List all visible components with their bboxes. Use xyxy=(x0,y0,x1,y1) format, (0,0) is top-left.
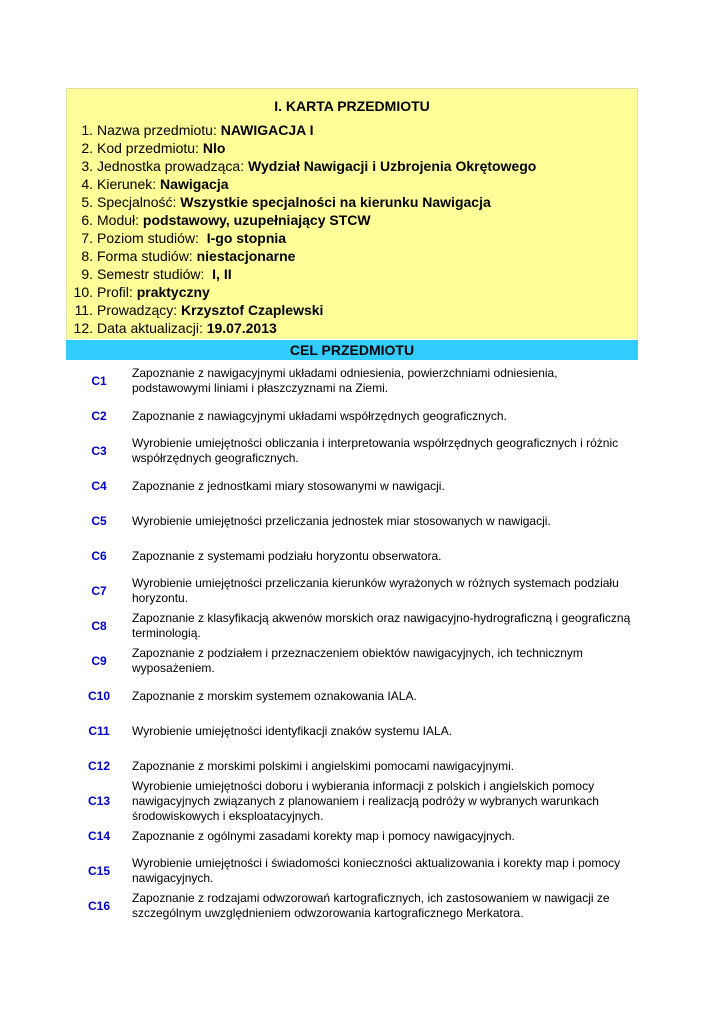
goal-description: Zapoznanie z podziałem i przeznaczeniem obiektów nawigacyjnych, ich technicznym wyposażeniem. xyxy=(132,646,583,675)
goals-table xyxy=(66,363,638,923)
item-value: I, II xyxy=(212,266,232,282)
item-value: Nlo xyxy=(202,140,226,156)
goal-description: Wyrobienie umiejętności i świadomości konieczności aktualizowania i korekty map i pomocy nawigacyjnych. xyxy=(132,856,621,885)
item-number: 1. xyxy=(81,122,93,138)
goal-description: Zapoznanie z rodzajami odwzorowań kartograficznych, ich zastosowaniem w nawigacji ze szczególnym uwzględnieniem odwzorowania kartograficznego Merkatora. xyxy=(132,891,610,920)
goal-description: Zapoznanie z morskim systemem oznakowania IALA. xyxy=(132,688,417,703)
goal-description: Zapoznanie z systemami podziału horyzontu obserwatora. xyxy=(132,548,442,563)
goal-row xyxy=(66,643,638,678)
course-info-item xyxy=(67,175,637,193)
goal-code: C1 xyxy=(91,373,107,388)
course-info-item xyxy=(67,139,637,157)
cel-przedmiotu-header: CEL PRZEDMIOTU xyxy=(66,340,638,360)
item-label: Prowadzący: xyxy=(97,302,182,318)
item-label: Kod przedmiotu: xyxy=(97,140,203,156)
goal-code: C8 xyxy=(91,618,107,633)
item-number: 4. xyxy=(81,176,93,192)
course-info-item xyxy=(67,247,637,265)
item-value: praktyczny xyxy=(136,284,210,300)
goal-row xyxy=(66,608,638,643)
goal-row xyxy=(66,363,638,398)
item-number: 2. xyxy=(81,140,93,156)
goal-row xyxy=(66,853,638,888)
goal-row xyxy=(66,678,638,713)
item-number: 5. xyxy=(81,194,93,210)
goal-code: C7 xyxy=(91,583,107,598)
item-number: 10. xyxy=(73,284,93,300)
goal-description: Zapoznanie z nawigacyjnymi układami odniesienia, powierzchniami odniesienia, podstawowymi liniami i płaszczyznami na Ziemi. xyxy=(132,366,558,395)
goal-row xyxy=(66,538,638,573)
item-value: 19.07.2013 xyxy=(206,320,277,336)
goal-code: C6 xyxy=(91,548,107,563)
item-label: Profil: xyxy=(97,284,137,300)
course-info-item xyxy=(67,157,637,175)
goal-description: Zapoznanie z nawiagcyjnymi układami współrzędnych geograficznych. xyxy=(132,408,507,423)
course-info-item xyxy=(67,265,637,283)
goal-row xyxy=(66,818,638,853)
goal-description: Wyrobienie umiejętności przeliczania kierunków wyrażonych w różnych systemach podziału horyzontu. xyxy=(132,576,619,605)
card-title: I. KARTA PRZEDMIOTU xyxy=(274,98,430,114)
course-info-item xyxy=(67,283,637,301)
item-label: Data aktualizacji: xyxy=(97,320,207,336)
goal-code: C10 xyxy=(87,688,110,703)
item-value: niestacjonarne xyxy=(196,248,296,264)
goal-code: C16 xyxy=(87,898,110,913)
goal-row xyxy=(66,778,638,823)
item-label: Moduł: xyxy=(97,212,143,228)
item-number: 8. xyxy=(81,248,93,264)
item-label: Specjalność: xyxy=(97,194,181,210)
course-info-item xyxy=(67,211,637,229)
goal-code: C5 xyxy=(91,513,107,528)
goal-row xyxy=(66,503,638,538)
goal-code: C3 xyxy=(91,443,107,458)
item-number: 11. xyxy=(74,302,93,318)
course-info-item xyxy=(67,229,637,247)
item-label: Forma studiów: xyxy=(97,248,197,264)
item-value: Wydział Nawigacji i Uzbrojenia Okrętowego xyxy=(247,158,537,174)
goal-code: C2 xyxy=(91,408,107,423)
goal-description: Wyrobienie umiejętności doboru i wybierania informacji z polskich i angielskich pomocy nawigacyjnych związanych z planowaniem i realizacją podróży w wybranych warunkach środowiskowych i eksploatacyjnych. xyxy=(132,778,599,823)
goal-code: C15 xyxy=(87,863,110,878)
goal-description: Wyrobienie umiejętności przeliczania jednostek miar stosowanych w nawigacji. xyxy=(132,513,551,528)
goal-row xyxy=(66,468,638,503)
item-value: podstawowy, uzupełniający STCW xyxy=(142,212,371,228)
goal-row xyxy=(66,398,638,433)
goal-description: Zapoznanie z klasyfikacją akwenów morskich oraz nawigacyjno-hydrograficzną i geograficzną terminologią. xyxy=(132,611,631,640)
goal-code: C12 xyxy=(87,758,110,773)
goal-row xyxy=(66,433,638,468)
goal-description: Wyrobienie umiejętności obliczania i interpretowania współrzędnych geograficznych i różnic współrzędnych geograficznych. xyxy=(132,436,619,465)
item-label: Semestr studiów: xyxy=(97,266,213,282)
goal-code: C13 xyxy=(87,793,110,808)
goal-row xyxy=(66,713,638,748)
course-info-item xyxy=(67,319,637,337)
course-info-list xyxy=(67,121,637,337)
item-label: Jednostka prowadząca: xyxy=(97,158,248,174)
item-value: I-go stopnia xyxy=(206,230,287,246)
goal-row xyxy=(66,573,638,608)
goal-code: C9 xyxy=(91,653,107,668)
item-value: NAWIGACJA I xyxy=(220,122,314,138)
item-value: Nawigacja xyxy=(160,176,229,192)
item-value: Wszystkie specjalności na kierunku Nawigacja xyxy=(180,194,491,210)
goal-description: Zapoznanie z jednostkami miary stosowanymi w nawigacji. xyxy=(132,478,445,493)
item-number: 12. xyxy=(73,320,93,336)
course-info-item xyxy=(67,301,637,319)
goal-description: Zapoznanie z ogólnymi zasadami korekty map i pomocy nawigacyjnych. xyxy=(132,828,515,843)
item-label: Poziom studiów: xyxy=(97,230,207,246)
item-number: 3. xyxy=(81,158,93,174)
goal-row xyxy=(66,888,638,923)
item-value: Krzysztof Czaplewski xyxy=(181,302,324,318)
item-number: 9. xyxy=(81,266,93,282)
course-info-item xyxy=(67,193,637,211)
course-card-page xyxy=(66,88,638,923)
item-label: Kierunek: xyxy=(97,176,161,192)
item-number: 6. xyxy=(81,212,93,228)
course-info-item xyxy=(67,121,637,139)
item-number: 7. xyxy=(81,230,93,246)
goal-description: Wyrobienie umiejętności identyfikacji znaków systemu IALA. xyxy=(132,723,453,738)
goal-code: C4 xyxy=(91,478,107,493)
goal-description: Zapoznanie z morskimi polskimi i angielskimi pomocami nawigacyjnymi. xyxy=(132,758,515,773)
item-label: Nazwa przedmiotu: xyxy=(97,122,221,138)
goal-code: C11 xyxy=(88,723,110,738)
course-card xyxy=(66,88,638,339)
goal-code: C14 xyxy=(87,828,110,843)
